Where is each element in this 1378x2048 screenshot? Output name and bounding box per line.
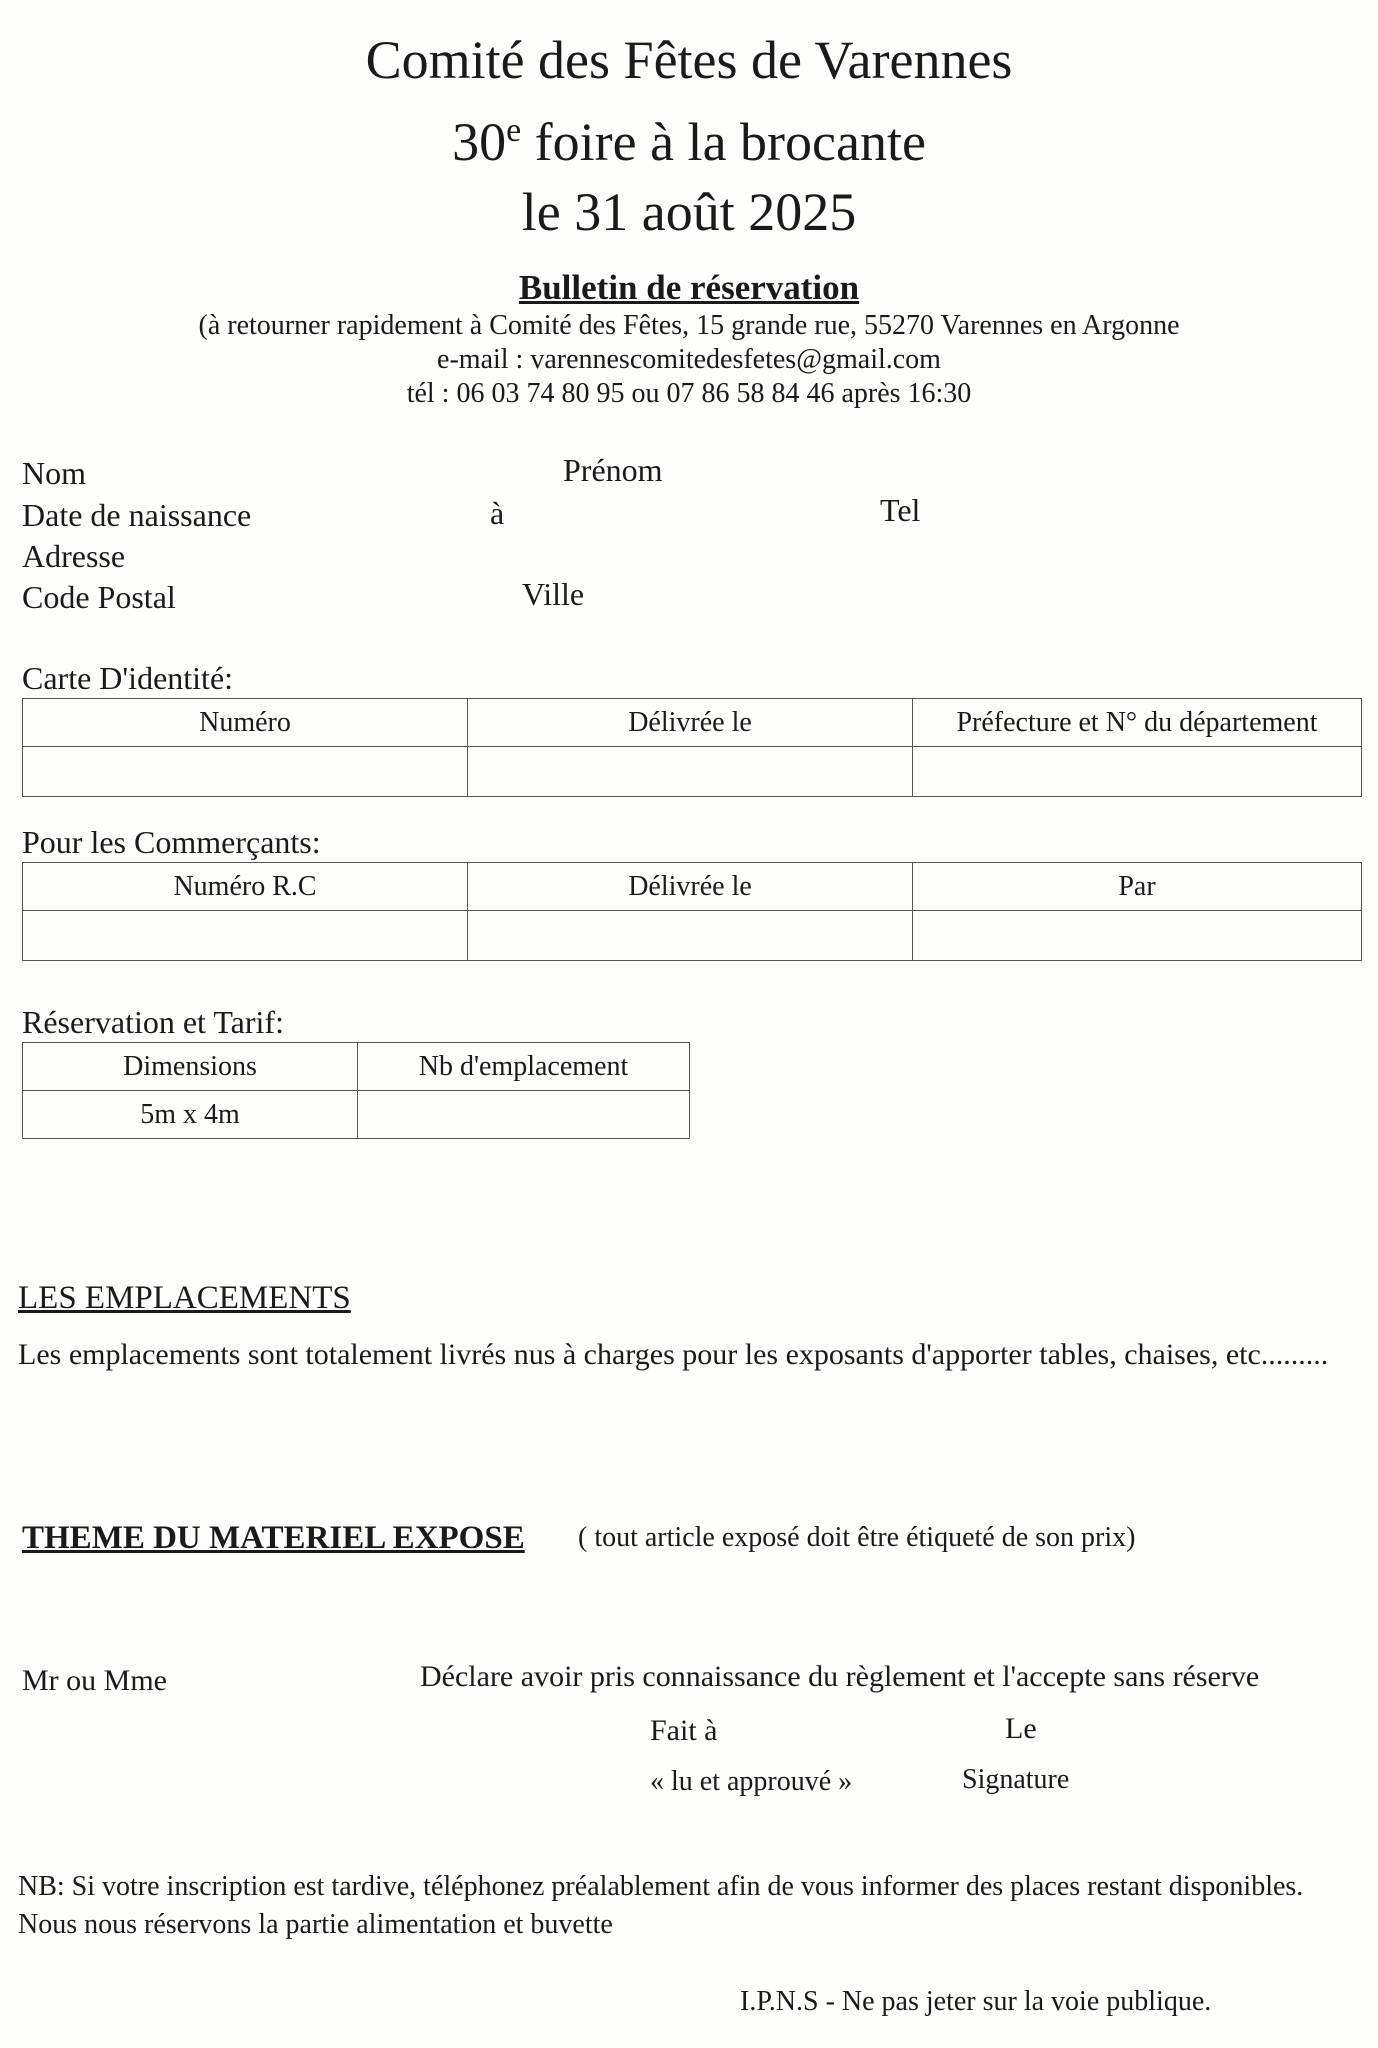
nb-note: NB: Si votre inscription est tardive, téléphonez préalablement afin de vous informer des places restant disponibles. Nous nous réservons la partie alimentation et buvette (18, 1871, 1304, 1940)
bulletin-title-wrap (0, 268, 1378, 308)
reservation-title: Réservation et Tarif: (22, 1004, 284, 1040)
emplacements-text: Les emplacements sont totalement livrés nus à charges pour les exposants d'apporter tables, chaises, etc......... (18, 1338, 1329, 1371)
carte-table (22, 698, 1362, 797)
theme-title: THEME DU MATERIEL EXPOSE (22, 1520, 525, 1556)
commercants-input-rc[interactable] (23, 911, 468, 961)
emplacements-title: LES EMPLACEMENTS (18, 1280, 351, 1316)
bulletin-email: e-mail : varennescomitedesfetes@gmail.com (437, 344, 941, 375)
signature-fait-a: Fait à (650, 1714, 718, 1747)
commercants-header-rc: Numéro R.C (23, 863, 468, 911)
carte-title: Carte D'identité: (22, 660, 234, 696)
commercants-header-par: Par (913, 863, 1362, 911)
commercants-header-delivree: Délivrée le (468, 863, 913, 911)
carte-header-prefecture: Préfecture et N° du département (913, 699, 1362, 747)
field-tel: Tel (880, 492, 921, 528)
signature-label: Signature (962, 1764, 1070, 1795)
signature-lu-approuve: « lu et approuvé » (650, 1766, 853, 1797)
footer-ipns: I.P.N.S - Ne pas jeter sur la voie publique. (740, 1986, 1212, 2017)
carte-input-prefecture[interactable] (913, 747, 1362, 797)
header-line3: le 31 août 2025 (521, 182, 857, 242)
bulletin-title: Bulletin de réservation (518, 268, 860, 307)
carte-header-delivree: Délivrée le (468, 699, 913, 747)
header-line2-sup: e (506, 112, 522, 149)
commercants-table (22, 862, 1362, 961)
commercants-input-par[interactable] (913, 911, 1362, 961)
field-date-naissance: Date de naissance (22, 497, 252, 533)
field-ville: Ville (522, 576, 585, 612)
header-line2-number: 30 (452, 112, 507, 172)
commercants-title: Pour les Commerçants: (22, 824, 321, 860)
theme-note: ( tout article exposé doit être étiqueté de son prix) (578, 1522, 1136, 1553)
header-line1: Comité des Fêtes de Varennes (365, 30, 1013, 90)
carte-input-numero[interactable] (23, 747, 468, 797)
field-adresse: Adresse (22, 538, 126, 574)
signature-declare: Déclare avoir pris connaissance du règlement et l'accepte sans réserve (420, 1660, 1260, 1693)
reservation-table (22, 1042, 690, 1139)
reservation-header-dimensions: Dimensions (23, 1043, 358, 1091)
field-nom: Nom (22, 455, 86, 491)
signature-le: Le (1005, 1712, 1037, 1745)
header-line2-rest: foire à la brocante (521, 112, 926, 172)
carte-input-delivree[interactable] (468, 747, 913, 797)
field-prenom: Prénom (563, 452, 663, 488)
bulletin-phone: tél : 06 03 74 80 95 ou 07 86 58 84 46 après 16:30 (406, 378, 972, 409)
signature-mr-mme: Mr ou Mme (22, 1664, 167, 1697)
commercants-input-delivree[interactable] (468, 911, 913, 961)
field-a: à (490, 495, 505, 531)
header-line2 (0, 112, 1378, 172)
reservation-dimension-value: 5m x 4m (23, 1091, 358, 1139)
field-code-postal: Code Postal (22, 579, 176, 615)
reservation-input-nb[interactable] (358, 1091, 690, 1139)
bulletin-address: (à retourner rapidement à Comité des Fêtes, 15 grande rue, 55270 Varennes en Argonne (198, 310, 1180, 341)
carte-header-numero: Numéro (23, 699, 468, 747)
reservation-header-nb: Nb d'emplacement (358, 1043, 690, 1091)
